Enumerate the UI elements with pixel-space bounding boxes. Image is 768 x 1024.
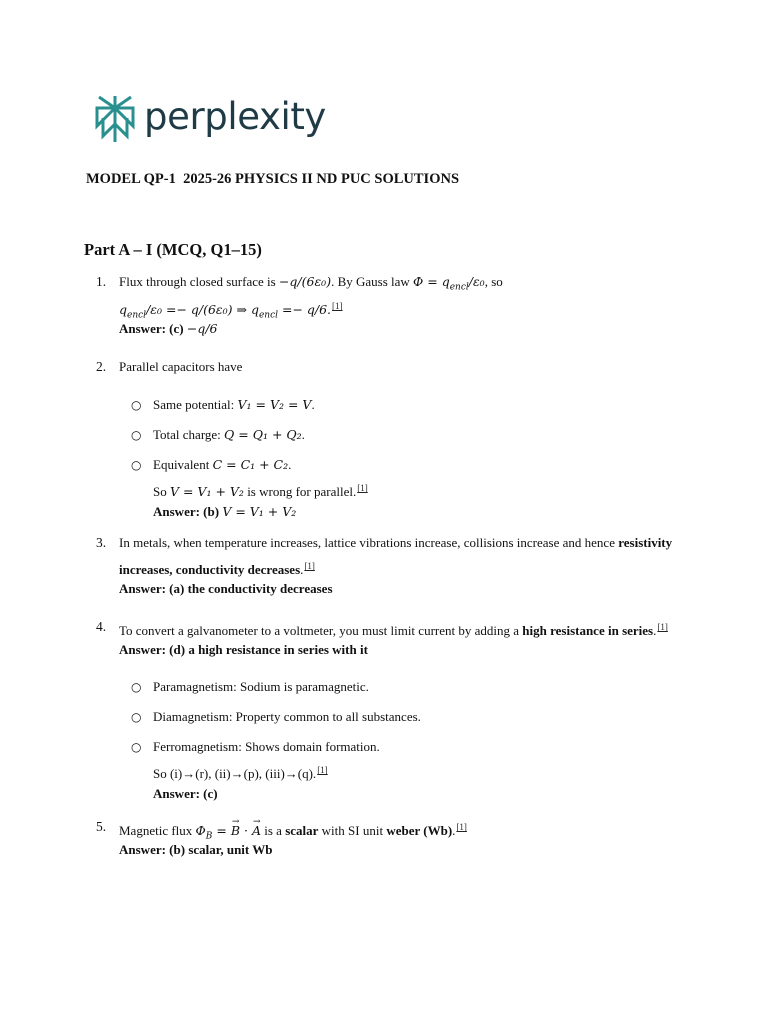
q1-answer: Answer: (c) −q/6 [119,321,218,336]
q4-bullet-2: Diamagnetism: Property common to all substances. [153,709,421,724]
citation-link[interactable]: [1] [317,765,328,775]
citation-link[interactable]: [1] [304,561,315,571]
q4-line-1: To convert a galvanometer to a voltmeter, you must limit current by adding a high resistance in series.[1] [119,622,668,638]
section-heading: Part A – I (MCQ, Q1–15) [84,240,262,259]
citation-link[interactable]: [1] [456,822,467,832]
q3-number: 3. [96,535,107,550]
q5-answer: Answer: (b) scalar, unit Wb [119,842,273,857]
q5-number: 5. [96,819,107,834]
q2-intro: Parallel capacitors have [119,359,243,374]
q1-line-1: Flux through closed surface is −q/(6ε₀). By Gauss law $\Phi = q_{encl}/\varepsilon_0$, so [119,274,503,293]
q3-line-1: In metals, when temperature increases, lattice vibrations increase, collisions increase and hence resistivity [119,535,673,550]
q2-answer: Answer: (b) V = V₁ + V₂ [153,504,297,519]
perplexity-logo-icon [94,94,136,144]
q3-line-2: increases, conductivity decreases.[1] [119,561,315,577]
q4-answer: Answer: (d) a high resistance in series with it [119,642,368,657]
q4-answer-2: Answer: (c) [153,786,218,801]
citation-link[interactable]: [1] [657,622,668,632]
q5-line-1: Magnetic flux $\Phi_B$ = → B · → A is a scalar with SI unit weber (Wb).[1] [119,819,467,845]
logo-wordmark: perplexity [144,95,326,138]
q4-bullet-3: Ferromagnetism: Shows domain formation. [153,739,380,754]
q4-bullet-1: Paramagnetism: Sodium is paramagnetic. [153,679,369,694]
bullet-icon: ○ [131,680,142,694]
q2-so-line: So V = V₁ + V₂ is wrong for parallel.[1] [153,483,368,499]
q1-line-2: $q_{encl}/\varepsilon_0 =- q/(6\varepsilon_0)$ ⇒ $q_{encl} =- q/6.[1]$ [119,301,343,321]
document-title: MODEL QP-1 2025-26 PHYSICS II ND PUC SOLUTIONS [86,171,460,187]
q3-answer: Answer: (a) the conductivity decreases [119,581,333,596]
q4-so-line: So (i)→(r), (ii)→(p), (iii)→(q).[1] [153,765,328,781]
q2-bullet-1: Same potential: V₁ = V₂ = V. [153,397,315,412]
citation-link[interactable]: [1] [357,483,368,493]
vector-b: → B [231,823,240,839]
bullet-icon: ○ [131,740,142,754]
bullet-icon: ○ [131,710,142,724]
bullet-icon: ○ [131,428,142,442]
q2-bullet-3: Equivalent C = C₁ + C₂. [153,457,292,472]
q1-number: 1. [96,274,107,289]
q2-bullet-2: Total charge: Q = Q₁ + Q₂. [153,427,305,442]
citation-link[interactable]: [1] [332,301,343,311]
q4-number: 4. [96,619,107,634]
vector-a: → A [252,823,261,839]
q2-number: 2. [96,359,107,374]
bullet-icon: ○ [131,458,142,472]
perplexity-logo [94,94,326,144]
bullet-icon: ○ [131,398,142,412]
